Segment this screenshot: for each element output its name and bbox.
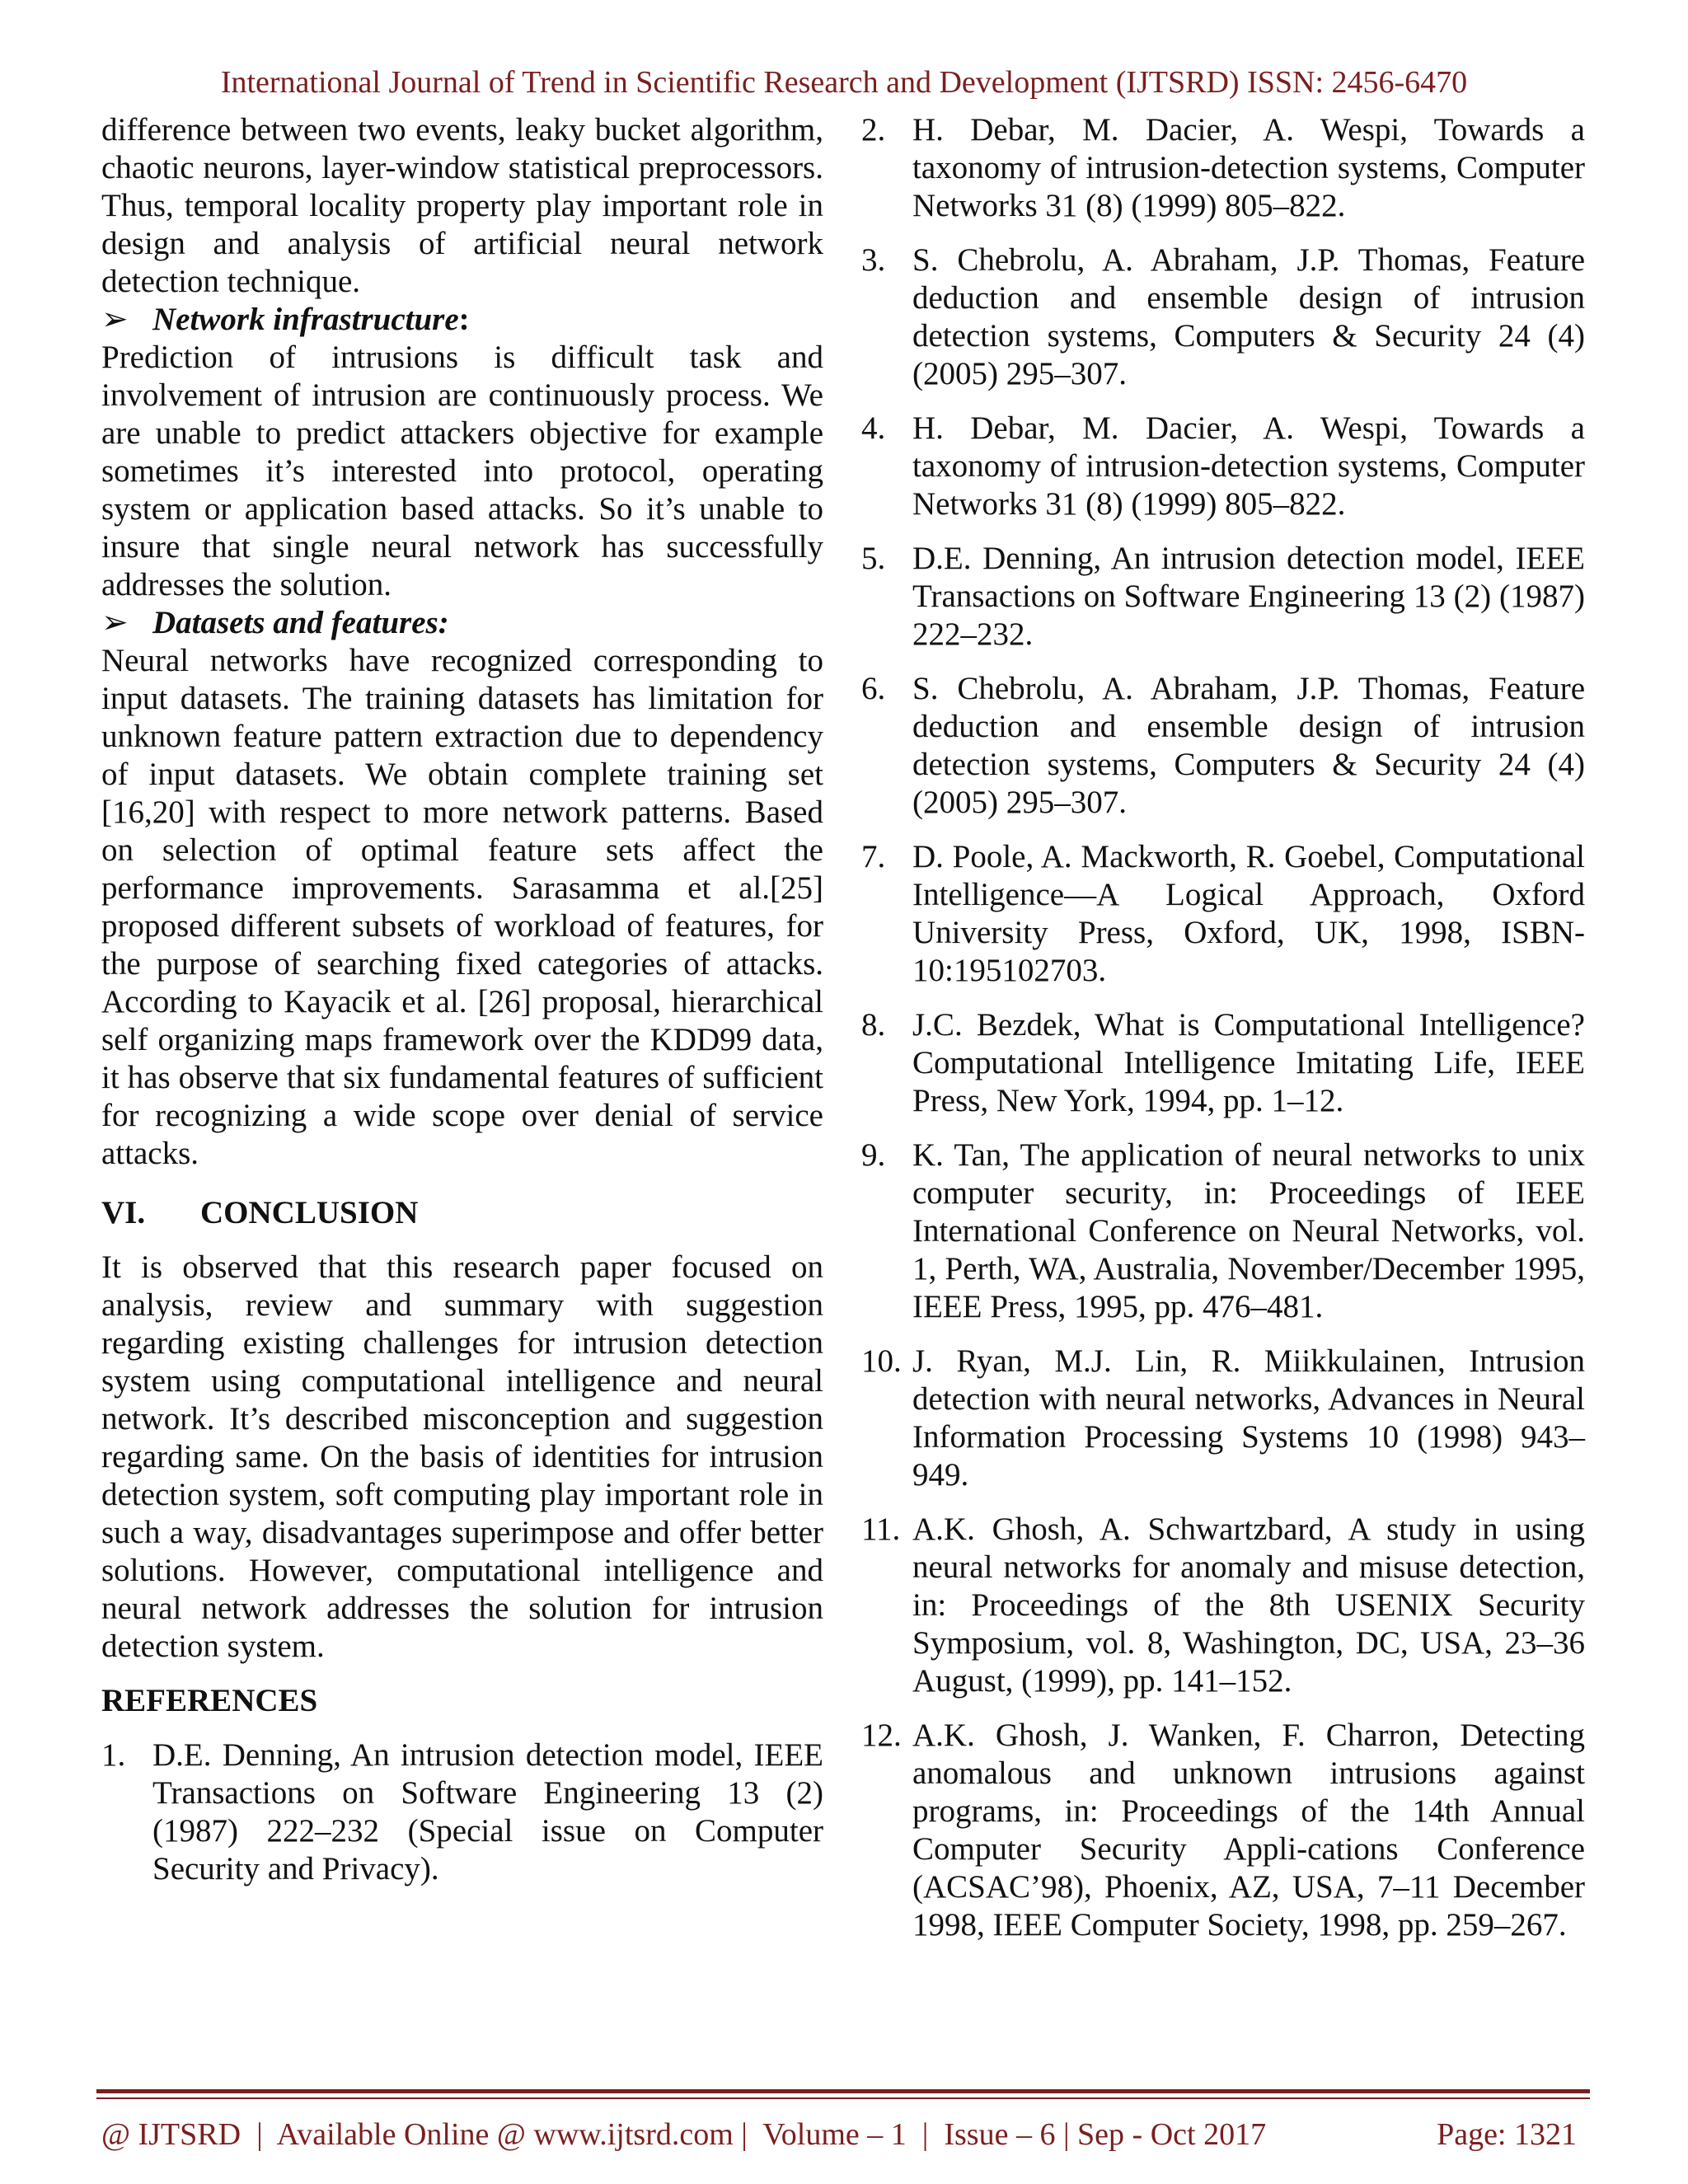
conclusion-heading <box>101 1194 823 1232</box>
conclusion-number: VI. <box>101 1195 146 1230</box>
reference-number: 7. <box>861 839 886 874</box>
reference-item <box>861 1717 1585 1944</box>
reference-item <box>861 1511 1585 1700</box>
reference-text: K. Tan, The application of neural networks to unix computer security, in: Proceedings of IEEE International Conference on Neural Networks, vol. 1, Perth, WA, Australia, November/December 1995, IEEE Press, 1995, pp. 476–481. <box>912 1137 1585 1324</box>
datasets-title: Datasets and features: <box>152 605 449 640</box>
page-number: Page: 1321 <box>1437 2117 1577 2152</box>
page-footer <box>101 2116 1577 2153</box>
reference-number: 8. <box>861 1007 886 1043</box>
reference-item <box>861 1137 1585 1326</box>
reference-text: J. Ryan, M.J. Lin, R. Miikkulainen, Intrusion detection with neural networks, Advances in Neural Information Processing Systems 10 (1998) 943–949. <box>912 1343 1585 1493</box>
arrow-bullet-icon: ➢ <box>101 605 129 640</box>
reference-text: J.C. Bezdek, What is Computational Intelligence? Computational Intelligence Imitating Life, IEEE Press, New York, 1994, pp. 1–12. <box>912 1007 1585 1118</box>
reference-number: 6. <box>861 671 886 706</box>
reference-text: H. Debar, M. Dacier, A. Wespi, Towards a taxonomy of intrusion-detection systems, Computer Networks 31 (8) (1999) 805–822. <box>912 112 1585 223</box>
datasets-paragraph: Neural networks have recognized corresponding to input datasets. The training datasets has limitation for unknown feature pattern extraction due to dependency of input datasets. We obtain complete training set [16,20] with respect to more network patterns. Based on selection of optimal feature sets affect the performance improvements. Sarasamma et al.[25] proposed different subsets of workload of features, for the purpose of searching fixed categories of attacks. According to Kayacik et al. [26] proposal, hierarchical self organizing maps framework over the KDD99 data, it has observe that six fundamental features of sufficient for recognizing a wide scope over denial of service attacks. <box>101 643 823 1171</box>
references-heading: REFERENCES <box>101 1683 318 1718</box>
reference-text: S. Chebrolu, A. Abraham, J.P. Thomas, Feature deduction and ensemble design of intrusion detection systems, Computers & Security 24 (4) (2005) 295–307. <box>912 671 1585 820</box>
datasets-heading <box>101 604 823 642</box>
reference-number: 11. <box>861 1511 901 1547</box>
reference-item <box>101 1736 823 1888</box>
reference-item <box>861 410 1585 523</box>
reference-number: 9. <box>861 1137 886 1173</box>
arrow-bullet-icon: ➢ <box>101 302 129 337</box>
conclusion-paragraph: It is observed that this research paper focused on analysis, review and summary with suggestion regarding existing challenges for intrusion detection system using computational intelligence and neural network. It’s described misconception and suggestion regarding same. On the basis of identities for intrusion detection system, soft computing play important role in such a way, disadvantages superimpose and offer better solutions. However, computational intelligence and neural network addresses the solution for intrusion detection system. <box>101 1249 823 1664</box>
reference-text: A.K. Ghosh, J. Wanken, F. Charron, Detecting anomalous and unknown intrusions against programs, in: Proceedings of the 14th Annual Computer Security Appli-cations Conference (ACSAC’98), Phoenix, AZ, USA, 7–11 December 1998, IEEE Computer Society, 1998, pp. 259–267. <box>912 1718 1585 1943</box>
network-infrastructure-title: Network infrastructure <box>152 302 459 337</box>
reference-number: 1. <box>101 1737 126 1773</box>
right-column <box>861 111 1585 1961</box>
reference-item <box>861 540 1585 654</box>
network-infrastructure-colon: : <box>458 302 470 337</box>
footer-divider-thin <box>96 2097 1590 2099</box>
footer-divider <box>96 2089 1590 2093</box>
conclusion-title: CONCLUSION <box>200 1195 419 1230</box>
reference-item <box>861 111 1585 225</box>
reference-text: S. Chebrolu, A. Abraham, J.P. Thomas, Feature deduction and ensemble design of intrusion detection systems, Computers & Security 24 (4) (2005) 295–307. <box>912 242 1585 391</box>
reference-item <box>861 1006 1585 1120</box>
network-infrastructure-heading <box>101 301 823 339</box>
reference-text: H. Debar, M. Dacier, A. Wespi, Towards a taxonomy of intrusion-detection systems, Computer Networks 31 (8) (1999) 805–822. <box>912 410 1585 522</box>
footer-info: @ IJTSRD | Available Online @ www.ijtsrd.com | Volume – 1 | Issue – 6 | Sep - Oct 2017 <box>101 2117 1267 2152</box>
reference-text: D.E. Denning, An intrusion detection model, IEEE Transactions on Software Engineering 13 (2) (1987) 222–232. <box>912 541 1585 652</box>
reference-text: D. Poole, A. Mackworth, R. Goebel, Computational Intelligence—A Logical Approach, Oxford University Press, Oxford, UK, 1998, ISBN-10:195102703. <box>912 839 1585 988</box>
reference-item <box>861 1343 1585 1494</box>
reference-number: 5. <box>861 541 886 576</box>
reference-number: 3. <box>861 242 886 278</box>
reference-number: 2. <box>861 112 886 148</box>
reference-number: 10. <box>861 1343 902 1379</box>
reference-number: 4. <box>861 410 886 446</box>
reference-text: A.K. Ghosh, A. Schwartzbard, A study in using neural networks for anomaly and misuse detection, in: Proceedings of the 8th USENIX Security Symposium, vol. 8, Washington, DC, USA, 23–36 August, (1999), pp. 141–152. <box>912 1511 1585 1699</box>
intro-paragraph: difference between two events, leaky bucket algorithm, chaotic neurons, layer-window statistical preprocessors. Thus, temporal locality property play important role in design and analysis of artificial neural network detection technique. <box>101 112 823 299</box>
running-header: International Journal of Trend in Scientific Research and Development (IJTSRD) ISSN: 2456-6470 <box>220 65 1468 100</box>
network-infrastructure-paragraph: Prediction of intrusions is difficult task and involvement of intrusion are continuously process. We are unable to predict attackers objective for example sometimes it’s interested into protocol, operating system or application based attacks. So it’s unable to insure that single neural network has successfully addresses the solution. <box>101 340 823 602</box>
reference-item <box>861 670 1585 822</box>
left-column <box>101 111 823 1905</box>
reference-item <box>861 838 1585 990</box>
reference-item <box>861 241 1585 393</box>
reference-number: 12. <box>861 1718 902 1753</box>
reference-text: D.E. Denning, An intrusion detection model, IEEE Transactions on Software Engineering 13 (2) (1987) 222–232 (Special issue on Computer Security and Privacy). <box>152 1737 823 1886</box>
